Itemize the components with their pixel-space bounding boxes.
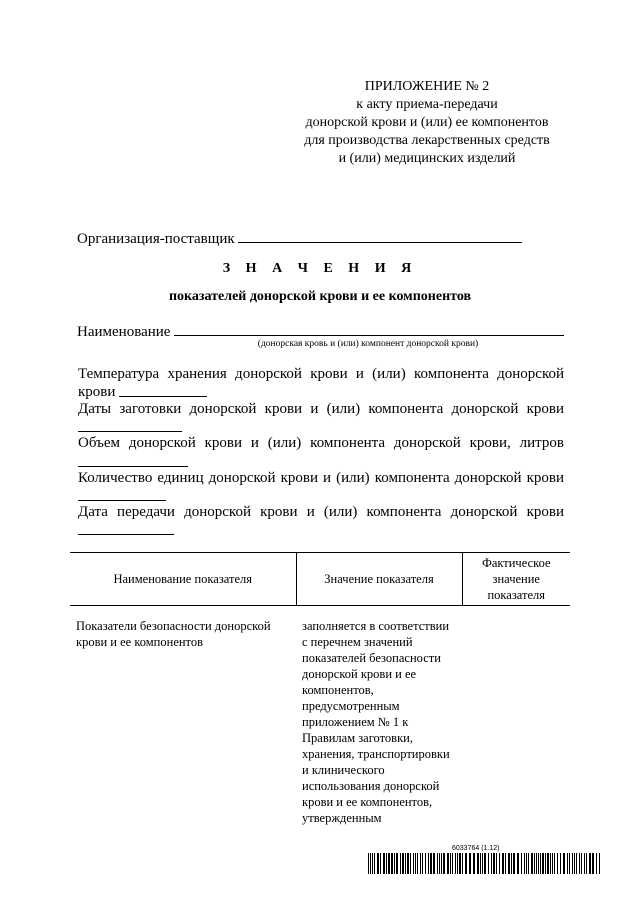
cell-indicator-name: Показатели безопасности донорской крови и ее компонентов bbox=[76, 619, 271, 649]
appendix-line: к акту приема-передачи bbox=[356, 97, 498, 112]
document-title: З Н А Ч Е Н И Я bbox=[222, 261, 418, 276]
name-blank bbox=[174, 322, 564, 336]
header-indicator-name: Наименование показателя bbox=[70, 553, 296, 606]
volume-label: Объем донорской крови и (или) компонента донорской крови, литров bbox=[78, 435, 564, 451]
transfer-date-field bbox=[78, 503, 564, 521]
appendix-line: и (или) медицинских изделий bbox=[338, 151, 516, 166]
name-label: Наименование bbox=[77, 324, 171, 340]
name-hint: (донорская кровь и (или) компонент донорской крови) bbox=[257, 339, 479, 349]
supplier-blank bbox=[238, 229, 522, 243]
transfer-date-label: Дата передачи донорской крови и (или) компонента донорской крови bbox=[78, 504, 564, 520]
procurement-dates-field bbox=[78, 400, 564, 418]
procurement-dates-label: Даты заготовки донорской крови и (или) компонента донорской крови bbox=[78, 401, 564, 417]
barcode-number: 6033764 (1.12) bbox=[452, 845, 500, 852]
appendix-heading bbox=[282, 78, 572, 168]
cell-actual-value bbox=[462, 606, 570, 827]
table-row bbox=[70, 606, 570, 827]
appendix-line: донорской крови и (или) ее компонентов bbox=[305, 115, 549, 130]
header-indicator-value: Значение показателя bbox=[296, 553, 462, 606]
transfer-date-blank bbox=[78, 534, 174, 535]
supplier-row bbox=[77, 229, 522, 248]
supplier-label: Организация-поставщик bbox=[77, 231, 235, 247]
table-header-row bbox=[70, 553, 570, 606]
volume-blank bbox=[78, 466, 188, 467]
appendix-line: для производства лекарственных средств bbox=[304, 133, 550, 148]
procurement-dates-blank bbox=[78, 431, 182, 432]
barcode-icon bbox=[368, 853, 600, 874]
storage-temp-blank bbox=[119, 396, 207, 397]
indicators-table bbox=[70, 552, 570, 826]
appendix-number: ПРИЛОЖЕНИЕ № 2 bbox=[364, 79, 490, 94]
units-count-blank bbox=[78, 500, 166, 501]
volume-field bbox=[78, 434, 564, 452]
units-count-label: Количество единиц донорской крови и (или) компонента донорской крови bbox=[78, 470, 564, 486]
storage-temp-label: Температура хранения донорской крови и (или) компонента донорской крови bbox=[78, 366, 564, 400]
header-actual-value: Фактическое значение показателя bbox=[462, 553, 570, 606]
document-subtitle: показателей донорской крови и ее компонентов bbox=[168, 289, 472, 304]
units-count-field bbox=[78, 469, 564, 487]
cell-indicator-value: заполняется в соответствии с перечнем значений показателей безопасности донорской крови и ее компонентов, предусмотренным приложением № 1 к Правилам заготовки, хранения, транспортировки и клинического использования донорской крови и ее компонентов, утвержденным bbox=[302, 619, 450, 825]
